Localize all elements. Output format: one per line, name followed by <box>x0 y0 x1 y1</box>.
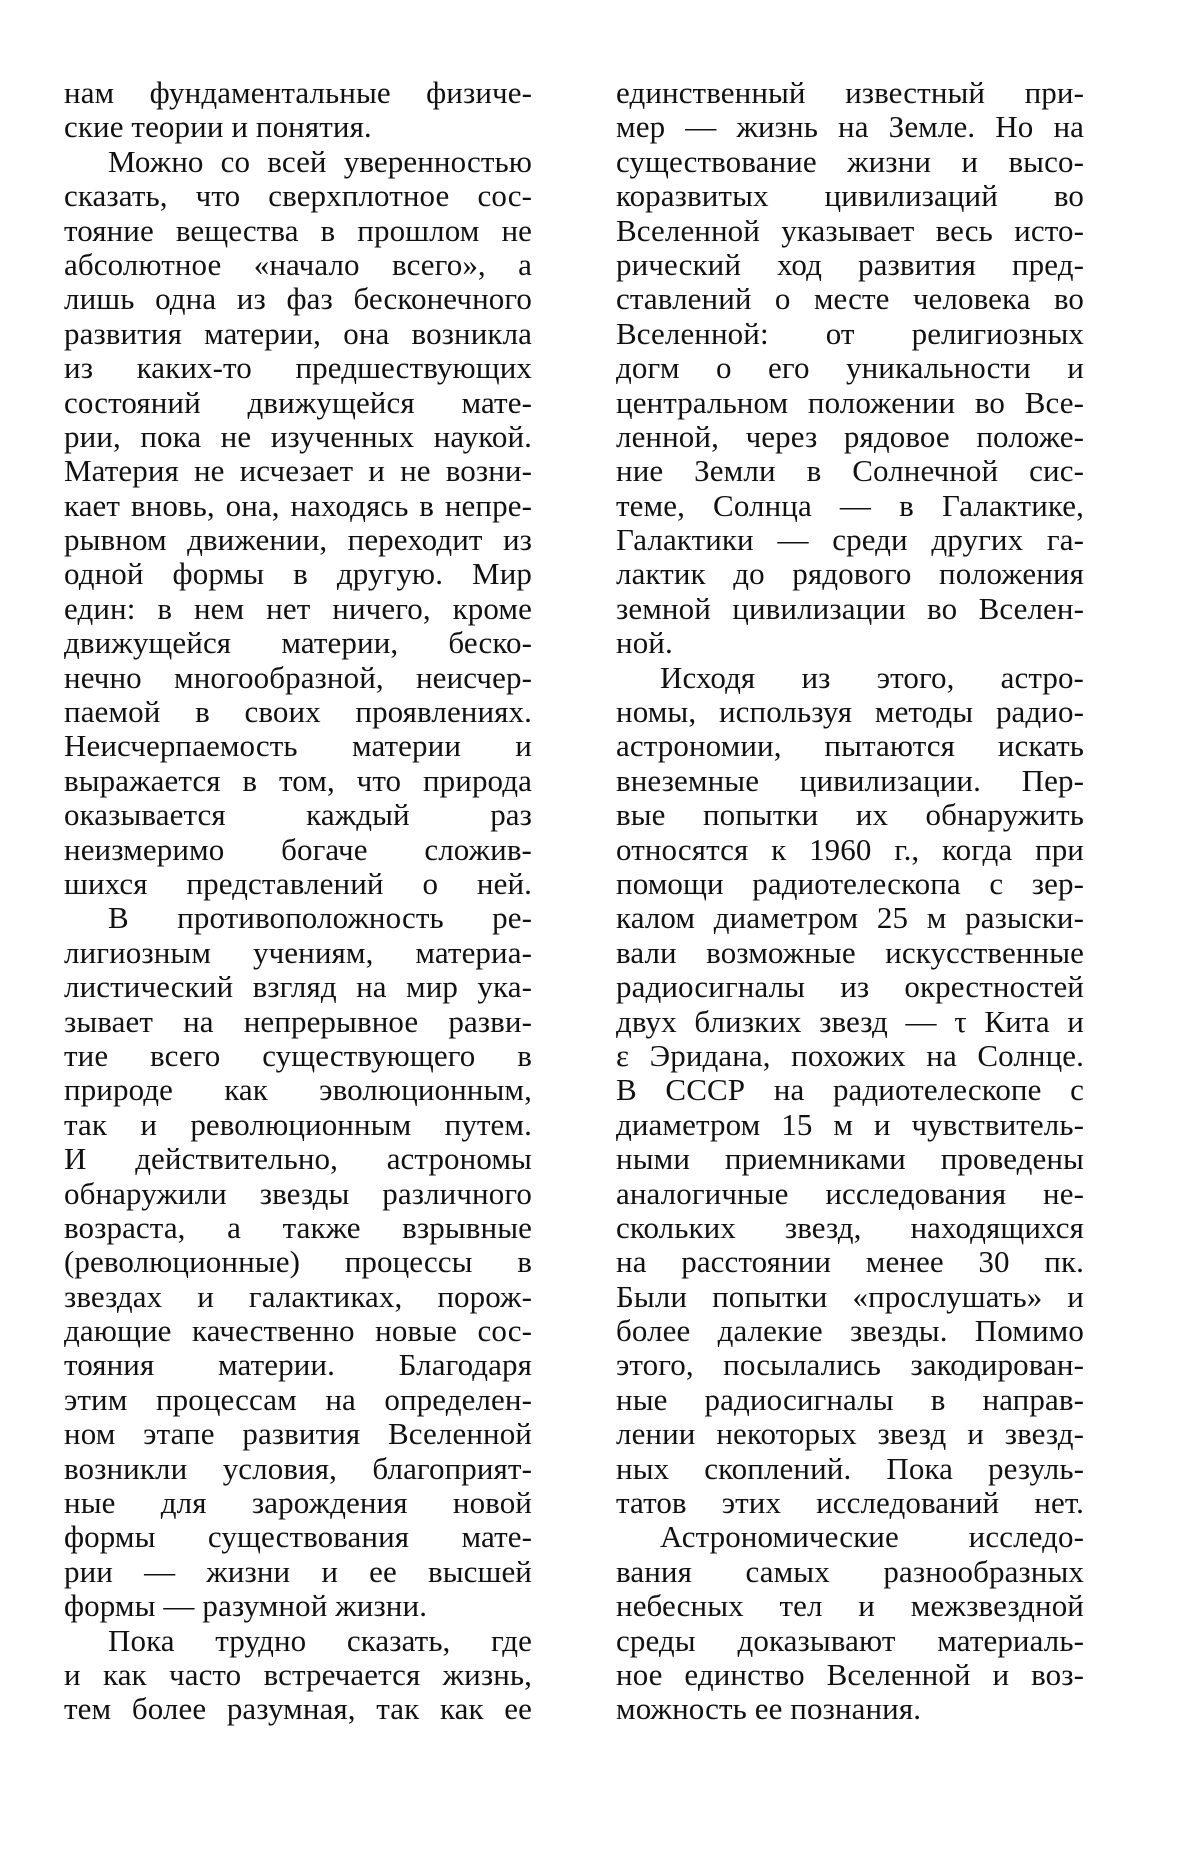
text-line: внеземные цивилизации. Пер- <box>616 762 1084 798</box>
text-line: ном этапе развития Вселенной <box>64 1416 532 1452</box>
text-line: тем более разумная, так как ее <box>64 1691 532 1727</box>
text-line: на расстоянии менее 30 пк. <box>616 1244 1084 1280</box>
text-line: единственный известный при- <box>616 75 1084 110</box>
text-line: центральном положении во Все- <box>616 384 1084 420</box>
text-line: ными приемниками проведены <box>616 1141 1084 1177</box>
text-line: Астрономические исследо- <box>660 1519 1084 1555</box>
text-line: догм о его уникальности и <box>616 350 1084 386</box>
text-line: ленной, через рядовое положе- <box>616 418 1084 454</box>
text-line: из каких-то предшествующих <box>64 350 532 386</box>
text-line: лении некоторых звезд и звезд- <box>616 1416 1084 1452</box>
text-line: так и революционным путем. <box>64 1106 532 1142</box>
text-line: татов этих исследований нет. <box>616 1485 1084 1521</box>
text-line: дающие качественно новые сос- <box>64 1313 532 1349</box>
text-line: лишь одна из фаз бесконечного <box>64 281 532 317</box>
text-line: кает вновь, она, находясь в непре- <box>64 487 532 523</box>
text-line: рии, пока не изученных наукой. <box>64 418 532 454</box>
left-text-column <box>64 76 532 1727</box>
text-line: В СССР на радиотелескопе с <box>616 1072 1084 1108</box>
text-line: (революционные) процессы в <box>64 1244 532 1280</box>
text-line: можность ее познания. <box>616 1691 922 1727</box>
text-line: помощи радиотелескопа с зер- <box>616 865 1084 901</box>
text-line: ное единство Вселенной и воз- <box>616 1656 1084 1692</box>
text-line: ставлений о месте человека во <box>616 281 1084 317</box>
text-line: лигиозным учениям, материа- <box>64 934 532 970</box>
text-line: рии — жизни и ее высшей <box>64 1553 532 1589</box>
text-line: Материя не исчезает и не возни- <box>64 453 532 489</box>
text-line: этим процессам на определен- <box>64 1381 532 1417</box>
text-line: природе как эволюционным, <box>64 1072 532 1108</box>
text-line: рический ход развития пред- <box>616 246 1084 282</box>
text-line: нечно многообразной, неисчер- <box>64 659 532 695</box>
text-line: скольких звезд, находящихся <box>616 1209 1084 1245</box>
text-line: вые попытки их обнаружить <box>616 797 1084 833</box>
text-line: шихся представлений о ней. <box>64 865 532 901</box>
text-line: выражается в том, что природа <box>64 762 532 798</box>
text-line: зывает на непрерывное разви- <box>64 1003 532 1039</box>
text-line: Галактики — среди других га- <box>616 522 1084 558</box>
text-line: вали возможные искусственные <box>616 934 1084 970</box>
text-line: номы, используя методы радио- <box>616 694 1084 730</box>
text-line: Вселенной указывает весь исто- <box>616 212 1084 248</box>
text-line: Исходя из этого, астро- <box>660 659 1084 695</box>
text-line: нам фундаментальные физиче- <box>64 75 532 110</box>
text-line: Можно со всей уверенностью <box>108 143 532 179</box>
text-line: сказать, что сверхплотное сос- <box>64 178 532 214</box>
text-line: паемой в своих проявлениях. <box>64 694 532 730</box>
text-line: Были попытки «прослушать» и <box>616 1278 1084 1314</box>
text-line: И действительно, астрономы <box>64 1141 532 1177</box>
text-line: лактик до рядового положения <box>616 556 1084 592</box>
text-line: тие всего существующего в <box>64 1037 532 1073</box>
text-line: ε Эридана, похожих на Солнце. <box>616 1037 1084 1073</box>
text-line: ние Земли в Солнечной сис- <box>616 453 1084 489</box>
text-line: формы существования мате- <box>64 1519 532 1555</box>
text-line: листический взгляд на мир ука- <box>64 969 532 1005</box>
text-line: калом диаметром 25 м разыски- <box>616 900 1084 936</box>
text-line: рывном движении, переходит из <box>64 522 532 558</box>
text-line: ные для зарождения новой <box>64 1485 532 1521</box>
text-line: неизмеримо богаче сложив- <box>64 831 532 867</box>
text-line: формы — разумной жизни. <box>64 1588 428 1624</box>
text-line: В противоположность ре- <box>108 900 532 936</box>
text-line: аналогичные исследования не- <box>616 1175 1084 1211</box>
text-line: этого, посылались закодирован- <box>616 1347 1084 1383</box>
right-text-column <box>616 76 1084 1727</box>
text-line: движущейся материи, беско- <box>64 625 532 661</box>
text-line: ных скоплений. Пока резуль- <box>616 1450 1084 1486</box>
text-line: тояния материи. Благодаря <box>64 1347 532 1383</box>
text-line: теме, Солнца — в Галактике, <box>616 487 1084 523</box>
text-line: и как часто встречается жизнь, <box>64 1656 532 1692</box>
text-line: двух близких звезд — τ Кита и <box>616 1003 1084 1039</box>
text-line: ские теории и понятия. <box>64 109 372 145</box>
text-line: оказывается каждый раз <box>64 797 532 833</box>
text-line: земной цивилизации во Вселен- <box>616 590 1084 626</box>
text-line: абсолютное «начало всего», а <box>64 246 532 282</box>
text-line: развития материи, она возникла <box>64 315 532 351</box>
text-line: Неисчерпаемость материи и <box>64 728 532 764</box>
text-line: коразвитых цивилизаций во <box>616 178 1084 214</box>
text-line: Пока трудно сказать, где <box>108 1622 532 1658</box>
text-line: возникли условия, благоприят- <box>64 1450 532 1486</box>
text-line: мер — жизнь на Земле. Но на <box>616 109 1084 145</box>
text-line: диаметром 15 м и чувствитель- <box>616 1106 1084 1142</box>
text-line: существование жизни и высо- <box>616 143 1084 179</box>
text-line: состояний движущейся мате- <box>64 384 532 420</box>
text-line: более далекие звезды. Помимо <box>616 1313 1084 1349</box>
text-line: вания самых разнообразных <box>616 1553 1084 1589</box>
text-line: небесных тел и межзвездной <box>616 1588 1084 1624</box>
text-line: астрономии, пытаются искать <box>616 728 1084 764</box>
text-line: тояние вещества в прошлом не <box>64 212 532 248</box>
text-line: возраста, а также взрывные <box>64 1209 532 1245</box>
text-line: ные радиосигналы в направ- <box>616 1381 1084 1417</box>
text-line: звездах и галактиках, порож- <box>64 1278 532 1314</box>
text-line: одной формы в другую. Мир <box>64 556 532 592</box>
text-line: ной. <box>616 625 673 661</box>
text-line: среды доказывают материаль- <box>616 1622 1084 1658</box>
text-line: радиосигналы из окрестностей <box>616 969 1084 1005</box>
text-line: Вселенной: от религиозных <box>616 315 1084 351</box>
text-line: един: в нем нет ничего, кроме <box>64 590 532 626</box>
text-line: относятся к 1960 г., когда при <box>616 831 1084 867</box>
text-line: обнаружили звезды различного <box>64 1175 532 1211</box>
